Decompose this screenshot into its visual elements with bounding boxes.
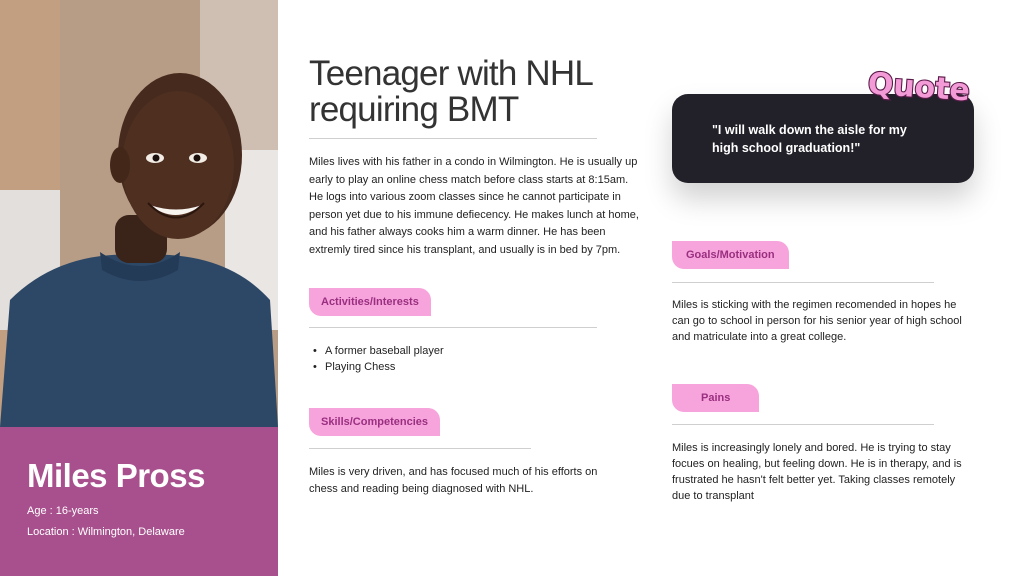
skills-tag: Skills/Competencies <box>309 408 440 436</box>
quote-badge <box>858 62 980 110</box>
quote-badge-label: Quote <box>866 66 972 109</box>
profile-photo <box>0 0 278 427</box>
activities-list <box>309 343 609 375</box>
skills-divider <box>309 448 531 449</box>
quote-text: "I will walk down the aisle for my high school graduation!" <box>712 123 907 155</box>
title-divider <box>309 138 597 139</box>
skills-text: Miles is very driven, and has focused much of his efforts on chess and reading being diagnosed with NHL. <box>309 466 598 495</box>
goals-text: Miles is sticking with the regimen recomended in hopes he can go to school in person for his senior year of high school and matriculate into a great college. <box>672 299 962 343</box>
pains-text: Miles is increasingly lonely and bored. He is trying to stay focues on healing, but feeling down. He is in therapy, and is frustrated he hasn't felt better yet. Taking classes remotely due to transplant <box>672 442 962 502</box>
persona-location: Location : Wilmington, Delaware <box>27 526 185 538</box>
activities-tag: Activities/Interests <box>309 288 431 316</box>
intro-text: Miles lives with his father in a condo in Wilmington. He is usually up early to play an online chess match before class starts at 8:15am. He logs into various zoom classes since he cannot participate in person yet due to his immune defiecency. He makes lunch at home, and his father always cooks him a warm dinner. He has been extremly tired since his transplant, and usually is in bed by 7pm. <box>309 156 639 256</box>
profile-panel <box>0 427 278 576</box>
list-item: • A former baseball player <box>309 343 609 359</box>
goals-divider <box>672 282 934 283</box>
list-item: • Playing Chess <box>309 359 609 375</box>
goals-tag: Goals/Motivation <box>672 241 789 269</box>
activities-divider <box>309 327 597 328</box>
pains-divider <box>672 424 934 425</box>
pains-tag: Pains <box>672 384 759 412</box>
page-title: Teenager with NHL requiring BMT <box>309 54 592 129</box>
persona-age: Age : 16-years <box>27 505 99 517</box>
persona-name: Miles Pross <box>27 457 205 494</box>
